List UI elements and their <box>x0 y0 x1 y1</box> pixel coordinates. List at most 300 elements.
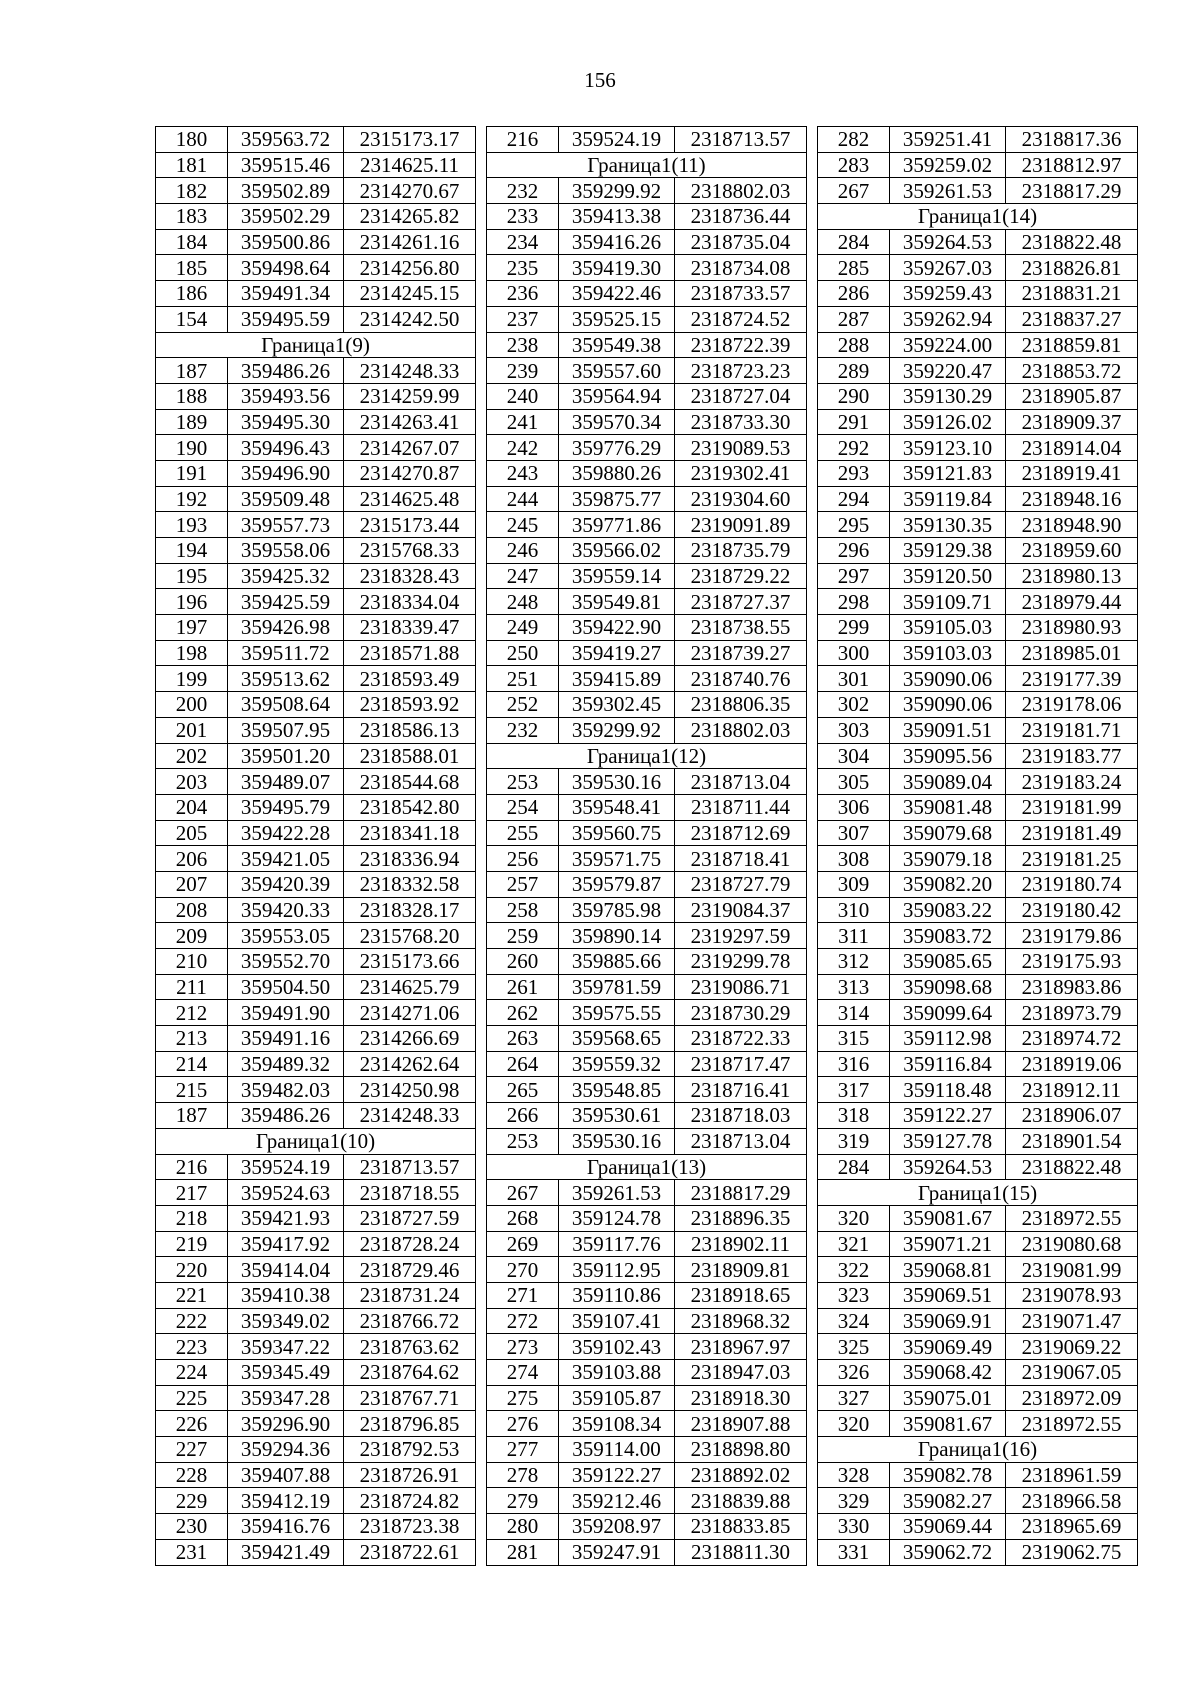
table-row <box>818 1154 1138 1180</box>
point-number-cell: 234 <box>487 229 559 255</box>
point-number-cell: 238 <box>487 332 559 358</box>
point-number-cell: 329 <box>818 1488 890 1514</box>
x-coordinate-cell: 359552.70 <box>228 949 344 975</box>
point-number-cell: 267 <box>818 178 890 204</box>
point-number-cell: 309 <box>818 871 890 897</box>
y-coordinate-cell: 2319183.77 <box>1006 743 1138 769</box>
y-coordinate-cell: 2318961.59 <box>1006 1462 1138 1488</box>
y-coordinate-cell: 2318802.03 <box>675 717 807 743</box>
x-coordinate-cell: 359345.49 <box>228 1360 344 1386</box>
table-row <box>818 1128 1138 1154</box>
table-row <box>818 1411 1138 1437</box>
point-number-cell: 290 <box>818 383 890 409</box>
x-coordinate-cell: 359559.14 <box>559 563 675 589</box>
x-coordinate-cell: 359105.03 <box>890 615 1006 641</box>
table-row <box>818 229 1138 255</box>
x-coordinate-cell: 359103.03 <box>890 640 1006 666</box>
y-coordinate-cell: 2314270.87 <box>344 460 476 486</box>
x-coordinate-cell: 359299.92 <box>559 178 675 204</box>
y-coordinate-cell: 2318985.01 <box>1006 640 1138 666</box>
x-coordinate-cell: 359489.07 <box>228 769 344 795</box>
table-row <box>487 1205 807 1231</box>
y-coordinate-cell: 2318974.72 <box>1006 1026 1138 1052</box>
point-number-cell: 214 <box>156 1051 228 1077</box>
y-coordinate-cell: 2318729.22 <box>675 563 807 589</box>
point-number-cell: 182 <box>156 178 228 204</box>
y-coordinate-cell: 2318731.24 <box>344 1282 476 1308</box>
point-number-cell: 229 <box>156 1488 228 1514</box>
x-coordinate-cell: 359525.15 <box>559 306 675 332</box>
x-coordinate-cell: 359880.26 <box>559 460 675 486</box>
x-coordinate-cell: 359130.29 <box>890 383 1006 409</box>
x-coordinate-cell: 359069.44 <box>890 1514 1006 1540</box>
point-number-cell: 324 <box>818 1308 890 1334</box>
y-coordinate-cell: 2318966.58 <box>1006 1488 1138 1514</box>
table-row <box>487 1488 807 1514</box>
point-number-cell: 260 <box>487 949 559 975</box>
point-number-cell: 301 <box>818 666 890 692</box>
y-coordinate-cell: 2318571.88 <box>344 640 476 666</box>
table-row <box>156 409 476 435</box>
table-row <box>818 949 1138 975</box>
point-number-cell: 298 <box>818 589 890 615</box>
point-number-cell: 264 <box>487 1051 559 1077</box>
table-row <box>487 1000 807 1026</box>
point-number-cell: 274 <box>487 1360 559 1386</box>
y-coordinate-cell: 2318722.33 <box>675 1026 807 1052</box>
point-number-cell: 196 <box>156 589 228 615</box>
point-number-cell: 225 <box>156 1385 228 1411</box>
x-coordinate-cell: 359081.48 <box>890 794 1006 820</box>
table-row <box>487 846 807 872</box>
table-row <box>156 1282 476 1308</box>
y-coordinate-cell: 2314248.33 <box>344 358 476 384</box>
table-row <box>818 1000 1138 1026</box>
point-number-cell: 194 <box>156 538 228 564</box>
y-coordinate-cell: 2319181.25 <box>1006 846 1138 872</box>
table-row <box>487 1308 807 1334</box>
x-coordinate-cell: 359412.19 <box>228 1488 344 1514</box>
point-number-cell: 228 <box>156 1462 228 1488</box>
table-row <box>818 615 1138 641</box>
y-coordinate-cell: 2318817.36 <box>1006 127 1138 153</box>
point-number-cell: 203 <box>156 769 228 795</box>
point-number-cell: 310 <box>818 897 890 923</box>
x-coordinate-cell: 359507.95 <box>228 717 344 743</box>
table-row <box>818 1077 1138 1103</box>
x-coordinate-cell: 359530.16 <box>559 1128 675 1154</box>
y-coordinate-cell: 2319078.93 <box>1006 1282 1138 1308</box>
table-row <box>156 769 476 795</box>
table-row <box>487 1360 807 1386</box>
point-number-cell: 318 <box>818 1103 890 1129</box>
y-coordinate-cell: 2315173.44 <box>344 512 476 538</box>
y-coordinate-cell: 2319179.86 <box>1006 923 1138 949</box>
y-coordinate-cell: 2319299.78 <box>675 949 807 975</box>
point-number-cell: 215 <box>156 1077 228 1103</box>
point-number-cell: 212 <box>156 1000 228 1026</box>
point-number-cell: 224 <box>156 1360 228 1386</box>
point-number-cell: 330 <box>818 1514 890 1540</box>
table-row <box>156 846 476 872</box>
table-row <box>487 1257 807 1283</box>
table-row <box>487 666 807 692</box>
y-coordinate-cell: 2319069.22 <box>1006 1334 1138 1360</box>
table-row <box>818 1103 1138 1129</box>
y-coordinate-cell: 2318711.44 <box>675 794 807 820</box>
y-coordinate-cell: 2314262.64 <box>344 1051 476 1077</box>
point-number-cell: 193 <box>156 512 228 538</box>
point-number-cell: 281 <box>487 1539 559 1565</box>
y-coordinate-cell: 2318733.57 <box>675 281 807 307</box>
table-row <box>487 1462 807 1488</box>
x-coordinate-cell: 359085.65 <box>890 949 1006 975</box>
y-coordinate-cell: 2318735.79 <box>675 538 807 564</box>
y-coordinate-cell: 2319181.71 <box>1006 717 1138 743</box>
y-coordinate-cell: 2318586.13 <box>344 717 476 743</box>
table-row <box>156 1411 476 1437</box>
boundary-header: Граница1(16) <box>818 1437 1138 1463</box>
table-row <box>818 1231 1138 1257</box>
x-coordinate-cell: 359557.73 <box>228 512 344 538</box>
point-number-cell: 211 <box>156 974 228 1000</box>
table-row <box>156 871 476 897</box>
table-row <box>156 152 476 178</box>
point-number-cell: 266 <box>487 1103 559 1129</box>
point-number-cell: 275 <box>487 1385 559 1411</box>
table-row <box>156 1257 476 1283</box>
table-row <box>156 460 476 486</box>
x-coordinate-cell: 359112.98 <box>890 1026 1006 1052</box>
point-number-cell: 223 <box>156 1334 228 1360</box>
point-number-cell: 210 <box>156 949 228 975</box>
table-row <box>818 640 1138 666</box>
point-number-cell: 154 <box>156 306 228 332</box>
table-row <box>487 1282 807 1308</box>
point-number-cell: 261 <box>487 974 559 1000</box>
point-number-cell: 306 <box>818 794 890 820</box>
x-coordinate-cell: 359495.79 <box>228 794 344 820</box>
point-number-cell: 249 <box>487 615 559 641</box>
x-coordinate-cell: 359486.26 <box>228 1103 344 1129</box>
point-number-cell: 201 <box>156 717 228 743</box>
y-coordinate-cell: 2318336.94 <box>344 846 476 872</box>
table-row <box>818 769 1138 795</box>
y-coordinate-cell: 2318826.81 <box>1006 255 1138 281</box>
table-row <box>156 1334 476 1360</box>
point-number-cell: 304 <box>818 743 890 769</box>
y-coordinate-cell: 2318740.76 <box>675 666 807 692</box>
y-coordinate-cell: 2318718.41 <box>675 846 807 872</box>
table-row <box>156 563 476 589</box>
x-coordinate-cell: 359075.01 <box>890 1385 1006 1411</box>
y-coordinate-cell: 2318728.24 <box>344 1231 476 1257</box>
y-coordinate-cell: 2314250.98 <box>344 1077 476 1103</box>
x-coordinate-cell: 359212.46 <box>559 1488 675 1514</box>
table-row <box>156 1077 476 1103</box>
point-number-cell: 263 <box>487 1026 559 1052</box>
table-row <box>156 1231 476 1257</box>
table-row <box>487 692 807 718</box>
y-coordinate-cell: 2319091.89 <box>675 512 807 538</box>
x-coordinate-cell: 359091.51 <box>890 717 1006 743</box>
x-coordinate-cell: 359302.45 <box>559 692 675 718</box>
x-coordinate-cell: 359259.43 <box>890 281 1006 307</box>
y-coordinate-cell: 2318901.54 <box>1006 1128 1138 1154</box>
x-coordinate-cell: 359069.91 <box>890 1308 1006 1334</box>
y-coordinate-cell: 2318833.85 <box>675 1514 807 1540</box>
table-row <box>818 1051 1138 1077</box>
x-coordinate-cell: 359575.55 <box>559 1000 675 1026</box>
x-coordinate-cell: 359127.78 <box>890 1128 1006 1154</box>
table-row <box>487 358 807 384</box>
x-coordinate-cell: 359079.18 <box>890 846 1006 872</box>
y-coordinate-cell: 2318948.90 <box>1006 512 1138 538</box>
table-row <box>818 666 1138 692</box>
y-coordinate-cell: 2319086.71 <box>675 974 807 1000</box>
x-coordinate-cell: 359421.93 <box>228 1205 344 1231</box>
point-number-cell: 320 <box>818 1205 890 1231</box>
x-coordinate-cell: 359407.88 <box>228 1462 344 1488</box>
table-row <box>487 383 807 409</box>
point-number-cell: 183 <box>156 204 228 230</box>
table-row <box>156 306 476 332</box>
y-coordinate-cell: 2319181.99 <box>1006 794 1138 820</box>
table-row <box>487 589 807 615</box>
table-row <box>156 1462 476 1488</box>
x-coordinate-cell: 359549.81 <box>559 589 675 615</box>
y-coordinate-cell: 2318912.11 <box>1006 1077 1138 1103</box>
y-coordinate-cell: 2318968.32 <box>675 1308 807 1334</box>
x-coordinate-cell: 359422.46 <box>559 281 675 307</box>
y-coordinate-cell: 2318812.97 <box>1006 152 1138 178</box>
y-coordinate-cell: 2318593.92 <box>344 692 476 718</box>
table-row <box>156 692 476 718</box>
y-coordinate-cell: 2319297.59 <box>675 923 807 949</box>
boundary-header: Граница1(10) <box>156 1128 476 1154</box>
y-coordinate-cell: 2318817.29 <box>1006 178 1138 204</box>
y-coordinate-cell: 2318983.86 <box>1006 974 1138 1000</box>
point-number-cell: 187 <box>156 1103 228 1129</box>
x-coordinate-cell: 359123.10 <box>890 435 1006 461</box>
y-coordinate-cell: 2318839.88 <box>675 1488 807 1514</box>
x-coordinate-cell: 359890.14 <box>559 923 675 949</box>
y-coordinate-cell: 2318959.60 <box>1006 538 1138 564</box>
y-coordinate-cell: 2318588.01 <box>344 743 476 769</box>
point-number-cell: 322 <box>818 1257 890 1283</box>
point-number-cell: 316 <box>818 1051 890 1077</box>
point-number-cell: 250 <box>487 640 559 666</box>
y-coordinate-cell: 2318802.03 <box>675 178 807 204</box>
point-number-cell: 303 <box>818 717 890 743</box>
y-coordinate-cell: 2319080.68 <box>1006 1231 1138 1257</box>
x-coordinate-cell: 359776.29 <box>559 435 675 461</box>
x-coordinate-cell: 359420.33 <box>228 897 344 923</box>
page-number: 156 <box>584 68 616 92</box>
point-number-cell: 321 <box>818 1231 890 1257</box>
x-coordinate-cell: 359426.98 <box>228 615 344 641</box>
x-coordinate-cell: 359425.32 <box>228 563 344 589</box>
table-row <box>156 717 476 743</box>
x-coordinate-cell: 359419.30 <box>559 255 675 281</box>
table-row <box>818 460 1138 486</box>
point-number-cell: 293 <box>818 460 890 486</box>
x-coordinate-cell: 359491.16 <box>228 1026 344 1052</box>
point-number-cell: 205 <box>156 820 228 846</box>
point-number-cell: 314 <box>818 1000 890 1026</box>
x-coordinate-cell: 359414.04 <box>228 1257 344 1283</box>
x-coordinate-cell: 359553.05 <box>228 923 344 949</box>
y-coordinate-cell: 2314256.80 <box>344 255 476 281</box>
table-row <box>818 409 1138 435</box>
table-row <box>818 692 1138 718</box>
point-number-cell: 240 <box>487 383 559 409</box>
point-number-cell: 192 <box>156 486 228 512</box>
table-row <box>156 127 476 153</box>
table-row <box>487 538 807 564</box>
y-coordinate-cell: 2318918.65 <box>675 1282 807 1308</box>
y-coordinate-cell: 2318947.03 <box>675 1360 807 1386</box>
x-coordinate-cell: 359524.19 <box>559 127 675 153</box>
y-coordinate-cell: 2318796.85 <box>344 1411 476 1437</box>
x-coordinate-cell: 359220.47 <box>890 358 1006 384</box>
x-coordinate-cell: 359261.53 <box>559 1180 675 1206</box>
y-coordinate-cell: 2318919.41 <box>1006 460 1138 486</box>
table-row <box>156 358 476 384</box>
point-number-cell: 253 <box>487 1128 559 1154</box>
x-coordinate-cell: 359421.49 <box>228 1539 344 1565</box>
y-coordinate-cell: 2318837.27 <box>1006 306 1138 332</box>
table-row <box>487 306 807 332</box>
y-coordinate-cell: 2319183.24 <box>1006 769 1138 795</box>
y-coordinate-cell: 2318965.69 <box>1006 1514 1138 1540</box>
point-number-cell: 191 <box>156 460 228 486</box>
x-coordinate-cell: 359498.64 <box>228 255 344 281</box>
point-number-cell: 252 <box>487 692 559 718</box>
point-number-cell: 239 <box>487 358 559 384</box>
y-coordinate-cell: 2318724.82 <box>344 1488 476 1514</box>
table-row <box>487 1051 807 1077</box>
y-coordinate-cell: 2318718.03 <box>675 1103 807 1129</box>
y-coordinate-cell: 2318907.88 <box>675 1411 807 1437</box>
point-number-cell: 217 <box>156 1180 228 1206</box>
point-number-cell: 262 <box>487 1000 559 1026</box>
x-coordinate-cell: 359557.60 <box>559 358 675 384</box>
table-row <box>487 1385 807 1411</box>
table-row <box>487 923 807 949</box>
point-number-cell: 253 <box>487 769 559 795</box>
boundary-header: Граница1(15) <box>818 1180 1138 1206</box>
point-number-cell: 226 <box>156 1411 228 1437</box>
table-row <box>487 897 807 923</box>
table-row <box>156 538 476 564</box>
x-coordinate-cell: 359482.03 <box>228 1077 344 1103</box>
point-number-cell: 180 <box>156 127 228 153</box>
table-row <box>156 974 476 1000</box>
y-coordinate-cell: 2318909.81 <box>675 1257 807 1283</box>
table-row <box>487 1026 807 1052</box>
table-row <box>156 1539 476 1565</box>
y-coordinate-cell: 2319181.49 <box>1006 820 1138 846</box>
x-coordinate-cell: 359102.43 <box>559 1334 675 1360</box>
point-number-cell: 272 <box>487 1308 559 1334</box>
y-coordinate-cell: 2318593.49 <box>344 666 476 692</box>
point-number-cell: 323 <box>818 1282 890 1308</box>
table-row <box>156 1205 476 1231</box>
y-coordinate-cell: 2319180.42 <box>1006 897 1138 923</box>
x-coordinate-cell: 359416.26 <box>559 229 675 255</box>
table-row <box>818 332 1138 358</box>
point-number-cell: 328 <box>818 1462 890 1488</box>
table-row <box>818 563 1138 589</box>
x-coordinate-cell: 359493.56 <box>228 383 344 409</box>
point-number-cell: 278 <box>487 1462 559 1488</box>
boundary-header: Граница1(14) <box>818 204 1138 230</box>
point-number-cell: 198 <box>156 640 228 666</box>
x-coordinate-cell: 359109.71 <box>890 589 1006 615</box>
x-coordinate-cell: 359486.26 <box>228 358 344 384</box>
point-number-cell: 233 <box>487 204 559 230</box>
point-number-cell: 283 <box>818 152 890 178</box>
y-coordinate-cell: 2318735.04 <box>675 229 807 255</box>
table-row <box>818 127 1138 153</box>
y-coordinate-cell: 2318972.55 <box>1006 1205 1138 1231</box>
table-row <box>487 769 807 795</box>
table-row <box>156 1180 476 1206</box>
y-coordinate-cell: 2318713.57 <box>675 127 807 153</box>
point-number-cell: 319 <box>818 1128 890 1154</box>
point-number-cell: 222 <box>156 1308 228 1334</box>
point-number-cell: 284 <box>818 1154 890 1180</box>
point-number-cell: 256 <box>487 846 559 872</box>
x-coordinate-cell: 359415.89 <box>559 666 675 692</box>
y-coordinate-cell: 2319180.74 <box>1006 871 1138 897</box>
x-coordinate-cell: 359062.72 <box>890 1539 1006 1565</box>
x-coordinate-cell: 359247.91 <box>559 1539 675 1565</box>
table-row <box>818 383 1138 409</box>
x-coordinate-cell: 359083.22 <box>890 897 1006 923</box>
table-row <box>818 717 1138 743</box>
table-row <box>156 897 476 923</box>
x-coordinate-cell: 359347.22 <box>228 1334 344 1360</box>
point-number-cell: 286 <box>818 281 890 307</box>
table-row <box>156 820 476 846</box>
point-number-cell: 188 <box>156 383 228 409</box>
point-number-cell: 299 <box>818 615 890 641</box>
table-row <box>156 1437 476 1463</box>
table-row <box>156 1360 476 1386</box>
point-number-cell: 265 <box>487 1077 559 1103</box>
point-number-cell: 271 <box>487 1282 559 1308</box>
x-coordinate-cell: 359421.05 <box>228 846 344 872</box>
table-row <box>156 640 476 666</box>
x-coordinate-cell: 359875.77 <box>559 486 675 512</box>
coordinates-table-column-1 <box>155 126 476 1566</box>
y-coordinate-cell: 2318712.69 <box>675 820 807 846</box>
table-row <box>156 486 476 512</box>
x-coordinate-cell: 359095.56 <box>890 743 1006 769</box>
table-row <box>818 538 1138 564</box>
point-number-cell: 220 <box>156 1257 228 1283</box>
point-number-cell: 296 <box>818 538 890 564</box>
x-coordinate-cell: 359422.28 <box>228 820 344 846</box>
point-number-cell: 247 <box>487 563 559 589</box>
y-coordinate-cell: 2318718.55 <box>344 1180 476 1206</box>
point-number-cell: 206 <box>156 846 228 872</box>
x-coordinate-cell: 359259.02 <box>890 152 1006 178</box>
x-coordinate-cell: 359208.97 <box>559 1514 675 1540</box>
point-number-cell: 186 <box>156 281 228 307</box>
